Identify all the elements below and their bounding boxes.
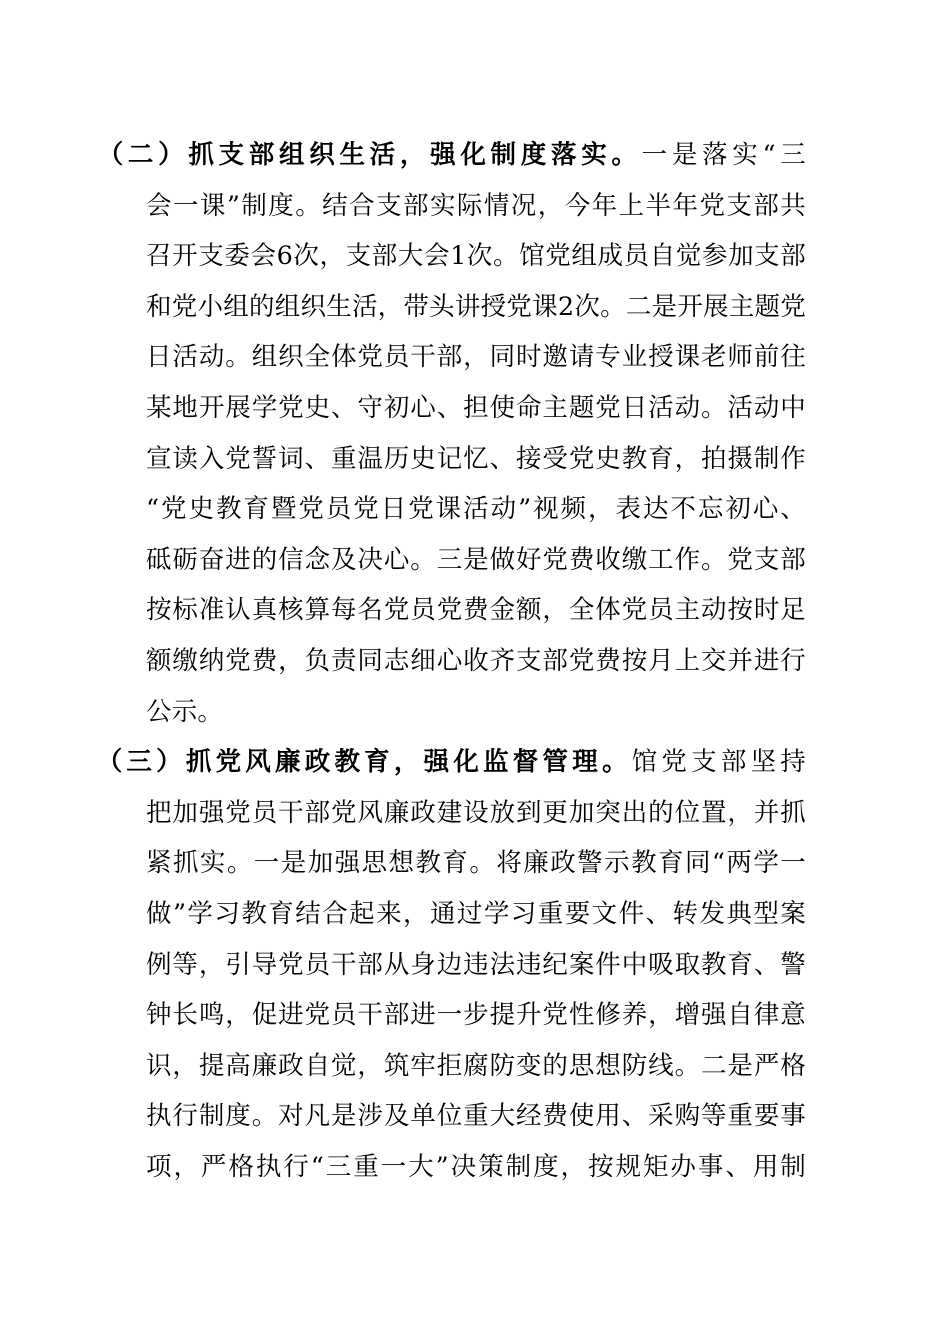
text-line: 和党小组的组织生活，带头讲授党课2次。二是开展主题党 [146,291,806,322]
document-body [50,130,806,1192]
text-line: 砥砺奋进的信念及决心。三是做好党费收缴工作。党支部 [146,544,806,575]
section-heading: （三）抓党风廉政教育，强化监督管理。 [50,747,632,778]
text-line: （三）抓党风廉政教育，强化监督管理。馆党支部坚持 [50,747,806,778]
section-heading: （二）抓支部组织生活，强化制度落实。 [50,140,642,170]
text-line: “党史教育暨党员党日党课活动”视频，表达不忘初心、 [146,494,806,525]
text-line: 召开支委会6次，支部大会1次。馆党组成员自觉参加支部 [146,241,806,272]
text-line: 识，提高廉政自觉，筑牢拒腐防变的思想防线。二是严格 [146,1050,806,1081]
text-line: 紧抓实。一是加强思想教育。将廉政警示教育同“两学一 [146,848,806,879]
text-line: 把加强党员干部党风廉政建设放到更加突出的位置，并抓 [146,797,806,828]
text-line: 公示。 [146,696,224,727]
text-line: 例等，引导党员干部从身边违法违纪案件中吸取教育、警 [146,949,806,980]
text-line: 钟长鸣，促进党员干部进一步提升党性修养，增强自律意 [146,1000,806,1031]
text-line: 日活动。组织全体党员干部，同时邀请专业授课老师前往 [146,342,806,373]
text-line: 执行制度。对凡是涉及单位重大经费使用、采购等重要事 [146,1101,806,1132]
text-line: 某地开展学党史、守初心、担使命主题党日活动。活动中 [146,392,806,423]
text-line: 做”学习教育结合起来，通过学习重要文件、转发典型案 [146,898,806,929]
text-line: 按标准认真核算每名党员党费金额，全体党员主动按时足 [146,595,806,626]
text-line: 项，严格执行“三重一大”决策制度，按规矩办事、用制 [146,1151,806,1182]
paragraph-3-integrity-education [50,737,806,1192]
text-line: 会一课”制度。结合支部实际情况，今年上半年党支部共 [146,190,806,221]
paragraph-2-organization-life [50,130,806,737]
text-line: 额缴纳党费，负责同志细心收齐支部党费按月上交并进行 [146,645,806,676]
text-line: （二）抓支部组织生活，强化制度落实。一是落实“三 [50,140,806,170]
text-line: 宣读入党誓词、重温历史记忆、接受党史教育，拍摄制作 [146,443,806,474]
